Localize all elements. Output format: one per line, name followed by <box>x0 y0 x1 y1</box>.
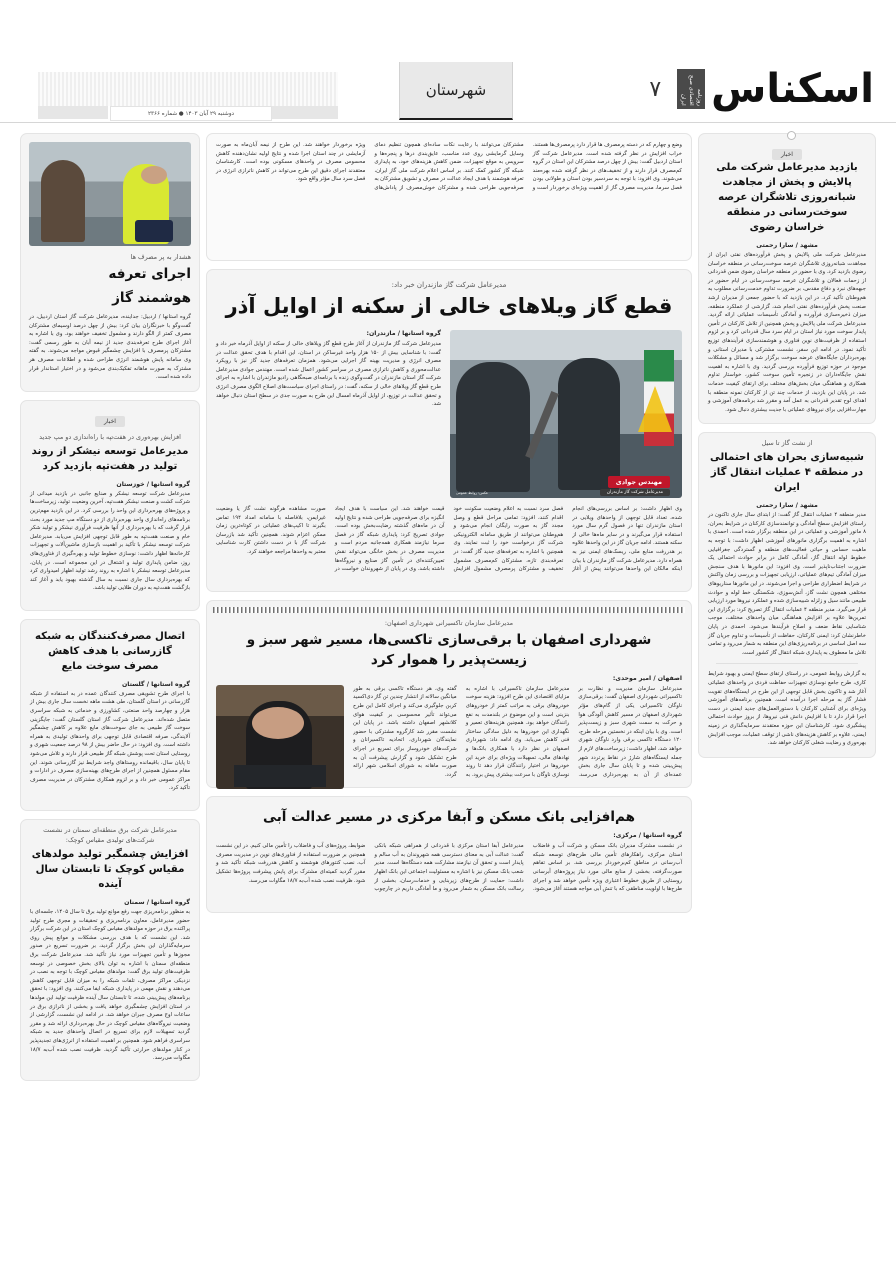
right-article-1-title[interactable]: مدیرعامل توسعه نیشکر از روند تولید در هفت‌تپه بازدید کرد <box>31 445 189 472</box>
center-top-article <box>206 133 692 261</box>
center-top-article-body: وضع و چهارم که در دسته پرمصرف ها قرار دارد پرمصرف‌ها هستند. خراب افزایش در نظر گرفته شده است. مدیرعامل شرکت گاز استان اردبیل گفت: بیش از چهل درصد مشترکان این استان در گروه کم‌مصرف قرار دارند و از تخفیف‌های در نظر گرفته شده بهره‌مند می‌شوند. وی افزود: با توجه به سردسیر بودن استان و طولانی بودن فصل سرما، مدیریت مصرف گاز از اهمیت ویژه‌ای برخوردار است و مشترکان می‌توانند با رعایت نکات ساده‌ای همچون تنظیم دمای وسایل گرمایشی روی عدد مناسب، عایق‌بندی درها و پنجره‌ها و سرویس به موقع تجهیزات، ضمن کاهش هزینه‌های خود، به پایداری شبکه گاز کشور کمک کنند. بر اساس اعلام شرکت ملی گاز ایران، تعرفه هوشمند با هدف ایجاد عدالت در مصرف و تشویق مشترکان به صرفه‌جویی طراحی شده و مشترکان خوش‌مصرف از پاداش‌های ویژه برخوردار خواهند شد. این طرح از نیمه آبان‌ماه به صورت آزمایشی در چند استان اجرا شده و نتایج اولیه نشان‌دهنده کاهش محسوس مصرف در واحدهای مسکونی بوده است. کارشناسان معتقدند اجرای دقیق این طرح می‌تواند در کاهش ناترازی انرژی در فصل سرد سال مؤثر واقع شود. <box>216 142 682 191</box>
third-article-byline: گروه استانها / مرکزی: <box>613 832 682 840</box>
photo-caption-name: مهندس جوادی <box>608 476 670 488</box>
photo-speaker-face <box>252 707 304 739</box>
news-tag: اخبار <box>95 416 125 427</box>
right-article-3-title[interactable]: افزایش چشمگیر تولید مولدهای مقیاس کوچک تا تابستان سال آینده <box>31 849 189 890</box>
masthead <box>0 60 896 123</box>
second-article-title[interactable]: شهرداری اصفهان با برقی‌سازی تاکسی‌ها، مسیر شهر سبز و زیست‌پذیر را هموار کرد <box>246 631 652 668</box>
third-article <box>206 796 692 913</box>
column-right <box>20 133 200 1081</box>
page-content <box>20 133 876 1260</box>
right-article-3 <box>20 819 200 1081</box>
photo-person-right <box>558 358 620 490</box>
photo-laptop <box>234 765 326 787</box>
main-article-title[interactable]: قطع گاز ویلاهای خالی از سکنه از اوایل آذر <box>225 294 673 318</box>
newspaper-logo-subtitle: روزنامه اقتصادی صبح ایران <box>677 69 705 109</box>
column-center <box>206 133 692 913</box>
news-tag: اخبار <box>772 149 802 160</box>
right-lead-title-line2[interactable]: هوشمند گاز <box>112 290 191 306</box>
third-article-body: در نشست مشترک مدیران بانک مسکن و شرکت آب و فاضلاب استان مرکزی، راهکارهای تأمین مالی طرح‌های توسعه شبکه آب‌رسانی در مناطق کم‌برخوردار بررسی شد. بر اساس تفاهم صورت‌گرفته، بخشی از منابع مالی مورد نیاز پروژه‌های آبرسانی روستایی از طریق خطوط اعتباری ویژه تأمین خواهد شد و اجرای طرح‌ها با اولویت مناطقی که با تنش آبی مواجه هستند آغاز می‌شود. مدیرعامل آبفا استان مرکزی با قدردانی از همراهی شبکه بانکی گفت: عدالت آبی به معنای دسترسی همه شهروندان به آب سالم و پایدار است و تحقق آن نیازمند مشارکت همه دستگاه‌ها است. مدیر شعب بانک مسکن نیز با اشاره به مسئولیت اجتماعی این بانک اظهار داشت: حمایت از طرح‌های زیربنایی و خدمات‌رسان، بخشی از رسالت بانک مسکن به شمار می‌رود و ما آمادگی داریم در چارچوب ضوابط، پروژه‌های آب و فاضلاب را تأمین مالی کنیم. در این نشست همچنین بر ضرورت استفاده از فناوری‌های نوین در مدیریت مصرف آب، نصب کنتورهای هوشمند و کاهش هدررفت شبکه تأکید شد و مقرر گردید کمیته‌ای مشترک برای پایش پیشرفت پروژه‌ها تشکیل شود. ظرفیت نصب شده آب‌به ۱۸/۷ مگاوات می‌رسد. <box>216 843 682 893</box>
right-article-3-kicker: مدیرعامل شرکت برق منطقه‌ای سمنان در نشست شرکت‌های تولیدی مقیاس کوچک: <box>43 826 177 844</box>
left-article-2-kicker: از نشت گاز تا سیل <box>761 439 813 448</box>
left-article-3-body: به گزارش روابط عمومی، در راستای ارتقای سطح ایمنی و بهبود شرایط کاری، طرح جامع نوسازی تجهیزات حفاظت فردی در واحدهای عملیاتی آغاز شد و تاکنون بخش قابل توجهی از این طرح در ایستگاه‌های تقویت فشار گاز به مرحله اجرا درآمده است. همچنین برنامه‌های آموزشی ویژه‌ای برای آشنایی کارکنان با دستورالعمل‌های جدید ایمنی در دست اجرا قرار دارد تا با افزایش دانش فنی نیروها، از بروز حوادث احتمالی پیشگیری شود. کارشناسان این حوزه معتقدند سرمایه‌گذاری در زمینه ایمنی، علاوه بر کاهش هزینه‌های ناشی از توقف عملیات، موجب افزایش بهره‌وری و رضایت شغلی کارکنان خواهد شد. <box>708 671 866 747</box>
right-article-1 <box>20 400 200 611</box>
second-article-photo <box>216 685 344 789</box>
main-article <box>206 269 692 592</box>
second-article-byline: اصفهان / امیر موحدی: <box>612 674 682 682</box>
right-lead-kicker: هشدار به پر مصرف ها <box>130 253 191 261</box>
date-bar-right-block <box>272 106 338 119</box>
right-article-1-kicker: افزایش بهره‌وری در هفت‌تپه با راه‌اندازی دو مپ جدید <box>39 432 181 441</box>
right-article-1-body: مدیرعامل شرکت توسعه نیشکر و صنایع جانبی در بازدید میدانی از شرکت کشت و صنعت نیشکر هفت‌تپه، آخرین وضعیت تولید، زیرساخت‌ها و پروژه‌های بهره‌برداری این واحد را بررسی کرد. در این بازدید مهم‌ترین برنامه‌های راه‌اندازی واحد بهره‌برداری از دو دستگاه مپ جدید مورد بحث قرار گرفت که با بهره‌برداری از آنها ظرفیت فرآوری نیشکر و تولید شکر خام و صنعت هفت‌تپه به طور قابل توجهی افزایش می‌یابد. مدیرعامل شرکت توسعه نیشکر با تأکید بر اهمیت بازسازی ماشین‌آلات و تجهیزات کارخانه‌ها اظهار داشت: نوسازی خطوط تولید و بهره‌گیری از فناوری‌های روز، ضامن پایداری تولید و اشتغال در این مجموعه است. در پایان، مدیرعامل توسعه نیشکر با اشاره به روند رشد تولید اظهار امیدواری کرد که بهره‌برداری سال جاری نسبت به سال گذشته بهبود یابد و آغاز کند بازگشت هفت‌تپه به دوران طلایی تولید باشد. <box>30 490 190 592</box>
right-lead-photo <box>29 142 191 246</box>
page-number: ۷ <box>649 76 662 102</box>
left-article-2-body: مدیر منطقه ۴ عملیات انتقال گاز گفت: از ابتدای سال جاری تاکنون در راستای افزایش سطح آمادگی و توانمندسازی کارکنان در شرایط بحران، ۸ مانور آموزشی و عملیاتی در این منطقه برگزار شده است. احمدی با اشاره به اهمیت برگزاری مانورهای آموزشی اظهار داشت: با توجه به ماهیت حساس و حیاتی فعالیت‌های منطقه و گستردگی جغرافیایی خطوط لوله انتقال گاز، آمادگی کامل در برابر حوادث احتمالی یک ضرورت اجتناب‌ناپذیر است. وی افزود: این مانورها با هدف سنجش میزان آمادگی تیم‌های عملیاتی، ارزیابی تجهیزات و بررسی زمان واکنش در شرایط اضطراری طراحی و اجرا می‌شوند. در این مانورها سناریوهای مختلفی همچون نشت گاز، آتش‌سوزی، شکستگی خط لوله و حوادث طبیعی مانند سیل و زلزله شبیه‌سازی شده و عملکرد نیروها مورد ارزیابی قرار می‌گیرد. مدیر منطقه ۴ عملیات انتقال گاز تصریح کرد: برگزاری این تمرین‌ها علاوه بر افزایش هماهنگی میان واحدهای مختلف، موجب شناسایی نقاط ضعف و اصلاح فرآیندها می‌شود. احمدی در پایان خاطرنشان کرد: ایمنی کارکنان، حفاظت از تأسیسات و تداوم جریان گاز سه اصل اساسی در برنامه‌ریزی‌های این منطقه به شمار می‌رود و تمامی تلاش ما معطوف به پایداری شبکه انتقال گاز کشور است. <box>708 512 867 656</box>
left-article-2-byline: مشهد / سارا رحمتی <box>756 502 818 510</box>
photo-caption-role: مدیرعامل شرکت گاز مازندران <box>600 489 670 496</box>
right-article-1-tag-row <box>21 401 199 427</box>
right-lead-article <box>20 133 200 392</box>
date-bar-left-block <box>38 106 108 119</box>
masthead-stripe-decoration <box>38 72 338 106</box>
second-article <box>206 600 692 789</box>
right-article-3-byline: گروه استانها / سمنان <box>124 899 190 906</box>
issue-date: دوشنبه ۲۹ آبان ۱۴۰۳ ● شماره ۲۳۶۶ <box>110 106 272 121</box>
left-divider <box>716 663 858 664</box>
second-article-top-rule <box>213 607 685 613</box>
photo-worker-face <box>141 166 167 184</box>
photo-microphone-arm <box>525 391 559 459</box>
left-article-1 <box>698 133 876 424</box>
main-article-body-columns: وی اظهار داشت: بر اساس بررسی‌های انجام شده، تعداد قابل توجهی از واحدهای ویلایی در استان مازندران تنها در فصول گرم سال مورد استفاده قرار می‌گیرند و در سایر ماه‌ها خالی از سکنه هستند. ادامه جریان گاز در این واحدها علاوه بر هدررفت منابع ملی، ریسک‌های ایمنی نیز به همراه دارد. مدیرعامل شرکت گاز مازندران با بیان اینکه مالکان این واحدها می‌توانند پیش از آغاز فصل سرد نسبت به اعلام وضعیت سکونت خود اقدام کنند، افزود: تمامی مراحل قطع و وصل مجدد گاز به صورت رایگان انجام می‌شود و هم‌وطنان می‌توانند از طریق سامانه الکترونیکی شرکت گاز درخواست خود را ثبت نمایند. وی همچنین با اشاره به تعرفه‌های جدید گاز گفت: در تعرفه‌بندی تازه، مشترکان کم‌مصرف مشمول تخفیف و مشترکان پرمصرف مشمول افزایش قیمت خواهند شد. این سیاست با هدف ایجاد انگیزه برای صرفه‌جویی طراحی شده و نتایج اولیه آن در ماه‌های گذشته رضایت‌بخش بوده است. جوادی تصریح کرد: پایداری شبکه گاز در فصل سرما نیازمند همکاری همه‌جانبه مردم است و مدیریت مصرف در بخش خانگی می‌تواند نقش تعیین‌کننده‌ای در تأمین گاز صنایع و نیروگاه‌ها داشته باشد. وی در پایان از شهروندان خواست در صورت مشاهده هرگونه نشت گاز یا وضعیت غیرایمن، بلافاصله با سامانه امداد ۱۹۴ تماس بگیرند تا اکیپ‌های عملیاتی در کوتاه‌ترین زمان ممکن اعزام شوند. همچنین تأکید شد بازرسان شرکت گاز با در دست داشتن کارت شناسایی معتبر به واحدها مراجعه خواهند کرد. <box>216 506 682 573</box>
column-left <box>698 133 876 758</box>
right-article-2-byline: گروه استانها / گلستان <box>121 680 190 688</box>
decorative-dot <box>787 131 796 140</box>
right-article-3-body: به منظور برنامه‌ریزی جهت رفع موانع تولید برق تا سال ۱۴۰۵، جلسه‌ای با حضور مدیرعامل، معاون برنامه‌ریزی و تحقیقات و مجری طرح تولید پراکنده برق در حوزه مولدهای مقیاس کوچک استان در این شرکت برگزار شد. این نشست که با هدف بررسی مشکلات و موانع پیش روی سرمایه‌گذاران این بخش برگزار گردید، بر ضرورت تسریع در صدور مجوزها و تأمین تجهیزات مورد نیاز تأکید شد. مدیرعامل شرکت برق منطقه‌ای سمنان با اشاره به توان بالای بخش خصوصی در توسعه ظرفیت‌های تولید برق گفت: مولدهای مقیاس کوچک با توجه به نصب در نزدیکی مراکز مصرف، تلفات شبکه را به میزان قابل توجهی کاهش می‌دهند و نقش مهمی در پایداری شبکه ایفا می‌کنند. وی افزود: با تحقق برنامه‌های پیش‌بینی شده، تا تابستان سال آینده ظرفیت تولید این مولدها در استان افزایش چشمگیری خواهد یافت و بخشی از ناترازی برق در ساعات اوج مصرف جبران خواهد شد. در ادامه این نشست، گزارشی از وضعیت نیروگاه‌های مقیاس کوچک در حال بهره‌برداری ارائه شد و مقرر گردید تسهیلات لازم برای تسریع در اتصال واحدهای جدید به شبکه سراسری فراهم شود. همچنین بر اهمیت استفاده از انرژی‌های تجدیدپذیر در کنار مولدهای حرارتی تأکید گردید. ظرفیت نصب شده آب‌به ۱۸/۷ مگاوات می‌رسد. <box>30 909 190 1062</box>
right-lead-body: گروه استانها / اردبیل: جداینده، مدیرعامل شرکت گاز استان اردبیل، در گفت‌وگو با خبرنگاران بیان کرد: بیش از چهل درصد اوسیمای مشترکان مصرف کمتر از الگو دارند و مشمول تخفیف خواهند بود. وی با اشاره به آغاز اجرای طرح تعرفه‌بندی جدید از نیمه آبان به طور رسمی گفت: مشترکان پرمصرف با افزایش چشمگیر قبوض مواجه می‌شوند. به گفته وی سامانه پایش هوشمند انرژی طراحی شده و اطلاعات مصرف هر مشترک به صورت ماهانه تفکیک‌بندی می‌شود و در اختیار استاندار قرار داده شده است. <box>29 314 191 381</box>
left-article-1-title[interactable]: بازدید مدیرعامل شرکت ملی پالایش و پخش از مجاهدت شبانه‌روزی تلاشگران عرصه سوخت‌رسانی در منطقه خراسان رضوی <box>716 162 858 233</box>
main-article-body-lead: مدیرعامل شرکت گاز مازندران از آغاز طرح قطع گاز ویلاهای خالی از سکنه از اوایل آذرماه خبر داد و گفت: با شناسایی بیش از ۱۵۰ هزار واحد غیرساکن در استان، این اقدام با هدف تحقق عدالت در مصرف انرژی و مدیریت بهینه گاز اجرایی می‌شود. همزمان تعرفه‌های جدید گاز نیز با رویکرد عدالت‌محوری و کاهش ناترازی مصرف در سراسر کشور اعمال شده است. مهندس جوادی مدیرعامل شرکت گاز استان مازندران در گفت‌وگوی زنده با برنامه‌ای صبحگاهی رادیو مازندران با اشاره به اجرای طرح قطع گاز ویلاهای خالی از سکنه، گفت: در راستای اجرای سیاست‌های اصلاح الگوی مصرف انرژی و تحقق عدالت در توزیع، از اوایل آذرماه امسال این طرح به صورت جدی در سطح استان دنبال خواهد شد. <box>216 341 442 408</box>
right-article-2-body: با اجرای طرح تشویقی مصرف کنندگان عمده در به استفاده از شبکه گازرسانی در استان گلستان، طی هشت ماهه نخست سال جاری بیش از هزار و چهارصد واحد صنعتی، کشاورزی و خدماتی به شبکه سراسری متصل شده‌اند. مدیرعامل شرکت گاز استان گلستان گفت: جایگزینی سوخت گاز طبیعی به جای سوخت‌های مایع علاوه بر کاهش چشمگیر آلایندگی، صرفه اقتصادی قابل توجهی برای واحدهای تولیدی به همراه داشته است. وی افزود: در حال حاضر بیش از ۹۸ درصد جمعیت شهری و روستایی استان تحت پوشش شبکه گاز طبیعی قرار دارند و تلاش می‌شود تا پایان سال، باقیمانده روستاهای واجد شرایط نیز گازرسانی شوند. این مقام مسئول همچنین از اجرای طرح‌های بهینه‌سازی مصرف در ادارات و مراکز عمومی خبر داد و بر لزوم همکاری مشترکان در مدیریت مصرف تأکید کرد. <box>30 690 190 792</box>
left-article-1-byline: مشهد / سارا رحمتی <box>756 242 818 249</box>
left-article-2-title[interactable]: شبیه‌سازی بحران های احتمالی در منطقه ۴ عملیات انتقال گاز ایران <box>710 452 864 494</box>
photo-person-left <box>456 362 530 492</box>
second-article-kicker: مدیرعامل سازمان تاکسیرانی شهرداری اصفهان: <box>384 618 514 627</box>
main-article-photo <box>450 330 682 498</box>
right-article-2-title[interactable]: اتصال مصرف‌کنندگان به شبکه گازرسانی با هدف کاهش مصرف سوخت مایع <box>34 630 186 672</box>
photo-credit: عکس: روابط عمومی <box>456 491 489 495</box>
left-article-2 <box>698 432 876 757</box>
main-article-byline: گروه استانها / مازندران: <box>366 330 441 337</box>
newspaper-logo: اسکناس <box>711 66 874 112</box>
second-article-body: مدیرعامل سازمان مدیریت و نظارت بر تاکسیرانی شهرداری اصفهان گفت: برقی‌سازی ناوگان تاکسیرانی یکی از گام‌های مؤثر شهرداری اصفهان در مسیر کاهش آلودگی هوا و حرکت به سمت شهری سبز و زیست‌پذیر است. وی با بیان اینکه در نخستین مرحله طرح، ۱۲۰ دستگاه تاکسی برقی وارد ناوگان شهری خواهد شد، اظهار داشت: زیرساخت‌های لازم از جمله ایستگاه‌های شارژ در نقاط پرتردد شهر پیش‌بینی شده و تا پایان سال جاری بخش عمده‌ای از آن به بهره‌برداری می‌رسد. مدیرعامل سازمان تاکسیرانی با اشاره به مزایای اقتصادی این طرح افزود: هزینه سوخت خودروهای برقی به مراتب کمتر از خودروهای بنزینی است و این موضوع در بلندمدت به نفع رانندگان خواهد بود. همچنین هزینه‌های تعمیر و نگهداری این خودروها به دلیل سادگی ساختار فنی کاهش می‌یابد. وی ادامه داد: شهرداری اصفهان در نظر دارد با همکاری بانک‌ها و نهادهای مالی، تسهیلات ویژه‌ای برای خرید این خودروها در اختیار رانندگان قرار دهد تا روند نوسازی ناوگان با سرعت بیشتری پیش برود. به گفته وی، هر دستگاه تاکسی برقی به طور میانگین سالانه از انتشار چندین تن گاز دی‌اکسید کربن جلوگیری می‌کند و اجرای کامل این طرح می‌تواند تأثیر محسوسی بر کیفیت هوای کلانشهر اصفهان داشته باشد. در پایان این نشست مقرر شد کارگروه مشترکی با حضور نمایندگان شهرداری، اتحادیه تاکسیرانان و شرکت‌های خودروساز برای تسریع در اجرای طرح تشکیل شود و گزارش پیشرفت آن به صورت ماهانه به شورای اسلامی شهر ارائه گردد. <box>353 685 682 778</box>
left-article-1-body: مدیرعامل شرکت ملی پالایش و پخش فرآورده‌های نفتی ایران از مجاهدت شبانه‌روزی تلاشگران عرصه سوخت‌رسانی در منطقه خراسان رضوی بازدید کرد. وی با حضور در منطقه خراسان رضوی ضمن قدردانی از زحمات فعالان و تلاشگران عرصه سوخت‌رسانی در ایام حضور در جبهه‌های نبرد و دفاع مقدس، بر ضرورت تداوم خدمت‌رسانی مطلوب به هم‌وطنان تأکید کرد. در این بازدید که با حضور جمعی از مدیران ارشد صنعت پخش فرآورده‌های نفتی انجام شد، گزارشی از عملکرد منطقه، میزان ذخیره‌سازی فرآورده و آمادگی تأسیسات عملیاتی ارائه گردید. مدیرعامل شرکت ملی پالایش و پخش همچنین از تلاش کارکنان در تأمین پایدار سوخت مورد نیاز استان در ایام سرد سال قدردانی کرد و بر لزوم استفاده از ظرفیت‌های نوین فناوری و هوشمندسازی فرآیندهای توزیع تأکید نمود. در ادامه این سفر، نشست مشترکی با مدیران استانی و بهره‌برداران جایگاه‌های عرضه سوخت برگزار شد و مسائل و مشکلات موجود در حوزه توزیع فرآورده بررسی گردید. وی با اشاره به اهمیت نقش جایگاه‌داران در زنجیره تأمین سوخت کشور، خواستار تداوم همکاری و هماهنگی میان بخش‌های مختلف برای ارتقای کیفیت خدمات شد. در پایان این بازدید، از خدمات چند تن از کارکنان نمونه منطقه با اهدای لوح تقدیر قدردانی به عمل آمد و مقرر شد برنامه‌های آموزشی و مهارت‌افزایی برای نیروهای عملیاتی با جدیت بیشتری دنبال شود. <box>708 252 866 413</box>
section-tab-shahrestan[interactable]: شهرستان <box>399 62 513 120</box>
right-article-1-byline: گروه استانها / خوزستان <box>116 480 190 488</box>
photo-worker-bag <box>135 220 173 242</box>
main-article-kicker: مدیرعامل شرکت گاز مازندران خبر داد: <box>391 281 507 289</box>
photo-interviewer <box>41 160 85 242</box>
third-article-title[interactable]: هم‌افزایی بانک مسکن و آبفا مرکزی در مسیر عدالت آبی <box>263 809 635 826</box>
right-lead-title-line1[interactable]: اجرای تعرفه <box>108 266 191 282</box>
masthead-brand <box>649 66 874 112</box>
right-article-2 <box>20 619 200 811</box>
